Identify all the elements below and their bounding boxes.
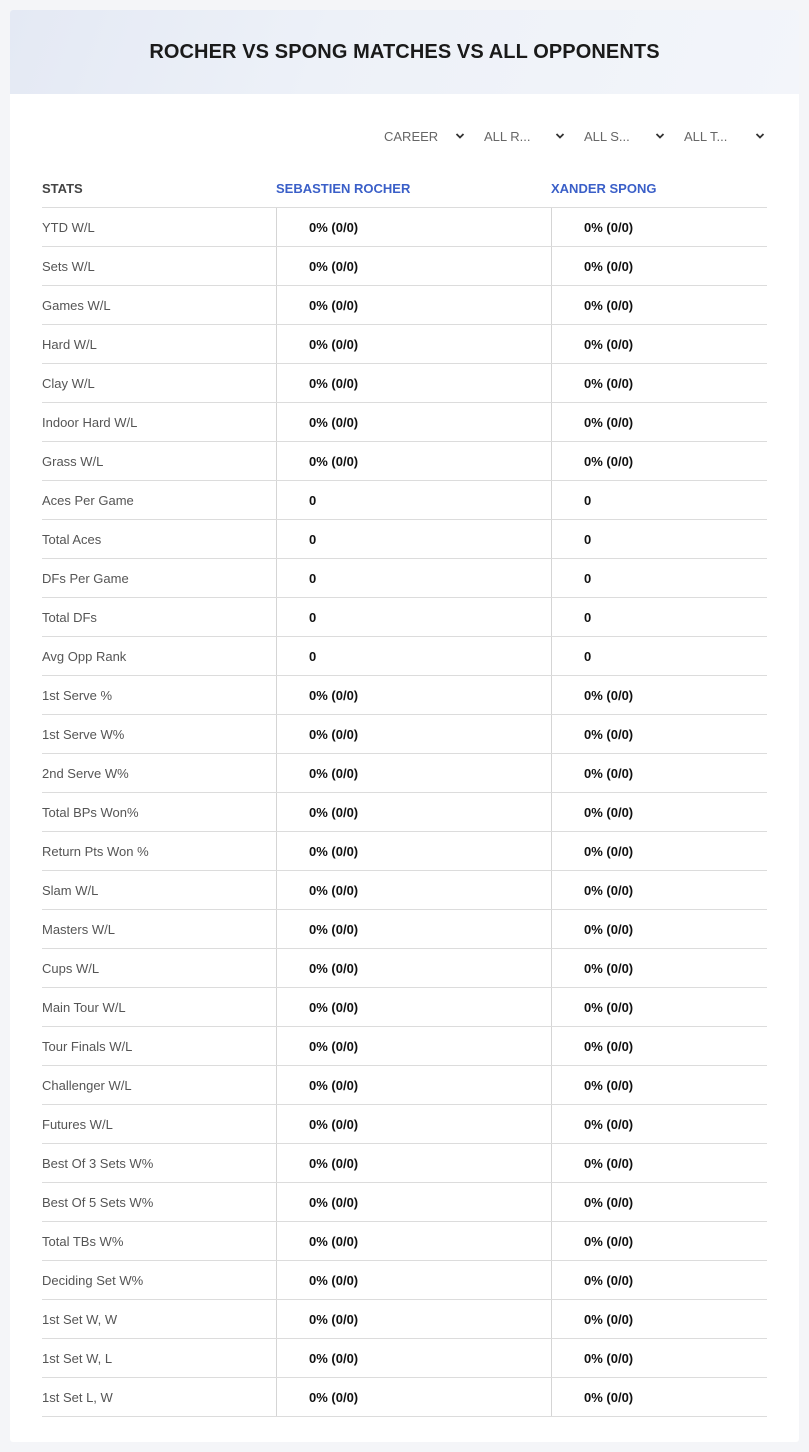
player2-value: 0% (0/0) — [551, 754, 767, 792]
stat-label: Challenger W/L — [42, 1077, 132, 1093]
player1-value: 0 — [276, 637, 551, 675]
filter-tournaments-select[interactable] — [676, 124, 776, 148]
table-row — [42, 1066, 767, 1105]
player1-value: 0% (0/0) — [276, 676, 551, 714]
player2-value: 0% (0/0) — [551, 1144, 767, 1182]
player1-value: 0% (0/0) — [276, 1339, 551, 1377]
table-row — [42, 793, 767, 832]
stat-label: Best Of 5 Sets W% — [42, 1194, 154, 1210]
player2-value: 0% (0/0) — [551, 871, 767, 909]
stat-label: Cups W/L — [42, 960, 100, 976]
player1-value: 0% (0/0) — [276, 364, 551, 402]
player1-value: 0% (0/0) — [276, 793, 551, 831]
table-row — [42, 832, 767, 871]
table-row — [42, 325, 767, 364]
player2-value: 0% (0/0) — [551, 1222, 767, 1260]
stat-label: Total Aces — [42, 531, 102, 547]
stat-label: YTD W/L — [42, 219, 95, 235]
stat-label: Deciding Set W% — [42, 1272, 144, 1288]
table-row — [42, 1105, 767, 1144]
table-row — [42, 1183, 767, 1222]
table-body — [42, 208, 767, 1417]
stat-label: Return Pts Won % — [42, 843, 149, 859]
player1-value: 0% (0/0) — [276, 208, 551, 246]
table-row — [42, 559, 767, 598]
table-row — [42, 481, 767, 520]
player2-value: 0% (0/0) — [551, 364, 767, 402]
player1-value: 0% (0/0) — [276, 988, 551, 1026]
card-header — [10, 10, 799, 94]
player2-value: 0% (0/0) — [551, 676, 767, 714]
player1-value: 0% (0/0) — [276, 715, 551, 753]
player2-value: 0% (0/0) — [551, 988, 767, 1026]
player2-value: 0% (0/0) — [551, 1027, 767, 1065]
player1-value: 0% (0/0) — [276, 1144, 551, 1182]
chevron-down-icon — [655, 131, 665, 141]
stat-label: Total DFs — [42, 609, 97, 625]
filter-label: ALL S... — [584, 128, 630, 144]
player1-value: 0% (0/0) — [276, 1066, 551, 1104]
table-row — [42, 1300, 767, 1339]
stat-label: Total BPs Won% — [42, 804, 139, 820]
player1-link[interactable]: SEBASTIEN ROCHER — [276, 181, 411, 196]
player2-value: 0% (0/0) — [551, 832, 767, 870]
player2-value: 0% (0/0) — [551, 793, 767, 831]
player2-value: 0% (0/0) — [551, 325, 767, 363]
filter-label: ALL R... — [484, 128, 531, 144]
table-row — [42, 637, 767, 676]
player1-value: 0% (0/0) — [276, 754, 551, 792]
table-row — [42, 598, 767, 637]
filter-bar — [376, 124, 776, 148]
player1-value: 0% (0/0) — [276, 1105, 551, 1143]
table-row — [42, 208, 767, 247]
player1-value: 0% (0/0) — [276, 1027, 551, 1065]
player2-value: 0% (0/0) — [551, 286, 767, 324]
player2-value: 0% (0/0) — [551, 715, 767, 753]
stat-label: Best Of 3 Sets W% — [42, 1155, 154, 1171]
table-row — [42, 910, 767, 949]
player1-value: 0 — [276, 559, 551, 597]
stat-label: Avg Opp Rank — [42, 648, 127, 664]
player1-value: 0% (0/0) — [276, 325, 551, 363]
player1-value: 0% (0/0) — [276, 832, 551, 870]
player1-value: 0 — [276, 598, 551, 636]
stat-label: Aces Per Game — [42, 492, 134, 508]
stat-label: Tour Finals W/L — [42, 1038, 133, 1054]
table-row — [42, 1261, 767, 1300]
table-row — [42, 988, 767, 1027]
stats-column-header: STATS — [42, 181, 83, 196]
table-row — [42, 442, 767, 481]
stat-label: 1st Set W, L — [42, 1350, 113, 1366]
stat-label: Main Tour W/L — [42, 999, 126, 1015]
player2-link[interactable]: XANDER SPONG — [551, 181, 657, 196]
filter-label: ALL T... — [684, 128, 728, 144]
player2-value: 0% (0/0) — [551, 1105, 767, 1143]
player2-value: 0% (0/0) — [551, 442, 767, 480]
player2-value: 0% (0/0) — [551, 1261, 767, 1299]
player2-value: 0% (0/0) — [551, 949, 767, 987]
stat-label: Slam W/L — [42, 882, 99, 898]
page-title: ROCHER VS SPONG MATCHES VS ALL OPPONENTS — [149, 40, 660, 63]
player2-value: 0% (0/0) — [551, 1339, 767, 1377]
player1-value: 0 — [276, 481, 551, 519]
table-row — [42, 1144, 767, 1183]
stat-label: 1st Set W, W — [42, 1311, 118, 1327]
player2-value: 0 — [551, 481, 767, 519]
player1-value: 0% (0/0) — [276, 1222, 551, 1260]
table-row — [42, 1339, 767, 1378]
stat-label: Grass W/L — [42, 453, 104, 469]
table-row — [42, 754, 767, 793]
stat-label: Futures W/L — [42, 1116, 113, 1132]
player1-value: 0% (0/0) — [276, 949, 551, 987]
player2-value: 0 — [551, 637, 767, 675]
filter-rounds-select[interactable] — [476, 124, 576, 148]
stats-card — [10, 10, 799, 1442]
player1-value: 0% (0/0) — [276, 1300, 551, 1338]
filter-label: CAREER — [384, 128, 439, 144]
table-row — [42, 949, 767, 988]
player1-value: 0% (0/0) — [276, 1378, 551, 1416]
player1-value: 0% (0/0) — [276, 1183, 551, 1221]
filter-surfaces-select[interactable] — [576, 124, 676, 148]
stat-label: Hard W/L — [42, 336, 97, 352]
table-row — [42, 871, 767, 910]
chevron-down-icon — [555, 131, 565, 141]
stat-label: 1st Serve W% — [42, 726, 125, 742]
stat-label: Clay W/L — [42, 375, 95, 391]
stat-label: Games W/L — [42, 297, 111, 313]
table-row — [42, 1222, 767, 1261]
player2-value: 0 — [551, 559, 767, 597]
stat-label: Indoor Hard W/L — [42, 414, 138, 430]
chevron-down-icon — [455, 131, 465, 141]
player2-value: 0% (0/0) — [551, 247, 767, 285]
player1-value: 0% (0/0) — [276, 910, 551, 948]
filter-career-select[interactable] — [376, 124, 476, 148]
player1-value: 0% (0/0) — [276, 247, 551, 285]
player2-value: 0% (0/0) — [551, 910, 767, 948]
table-row — [42, 1027, 767, 1066]
player2-value: 0% (0/0) — [551, 208, 767, 246]
player1-value: 0% (0/0) — [276, 403, 551, 441]
player2-value: 0% (0/0) — [551, 1066, 767, 1104]
stat-label: 1st Set L, W — [42, 1389, 113, 1405]
stat-label: 2nd Serve W% — [42, 765, 129, 781]
stat-label: Sets W/L — [42, 258, 95, 274]
table-row — [42, 715, 767, 754]
table-row — [42, 1378, 767, 1417]
table-row — [42, 520, 767, 559]
player1-value: 0% (0/0) — [276, 1261, 551, 1299]
chevron-down-icon — [755, 131, 765, 141]
stat-label: Total TBs W% — [42, 1233, 124, 1249]
table-row — [42, 286, 767, 325]
stat-label: Masters W/L — [42, 921, 115, 937]
table-row — [42, 676, 767, 715]
player1-value: 0 — [276, 520, 551, 558]
player2-value: 0% (0/0) — [551, 1378, 767, 1416]
player1-value: 0% (0/0) — [276, 286, 551, 324]
player2-value: 0% (0/0) — [551, 403, 767, 441]
player2-value: 0% (0/0) — [551, 1183, 767, 1221]
table-row — [42, 247, 767, 286]
stat-label: DFs Per Game — [42, 570, 129, 586]
stat-label: 1st Serve % — [42, 687, 113, 703]
player1-value: 0% (0/0) — [276, 871, 551, 909]
table-row — [42, 364, 767, 403]
player2-value: 0 — [551, 598, 767, 636]
player2-value: 0 — [551, 520, 767, 558]
player1-value: 0% (0/0) — [276, 442, 551, 480]
player2-value: 0% (0/0) — [551, 1300, 767, 1338]
table-header — [42, 170, 767, 208]
table-row — [42, 403, 767, 442]
stats-table — [42, 170, 767, 1417]
